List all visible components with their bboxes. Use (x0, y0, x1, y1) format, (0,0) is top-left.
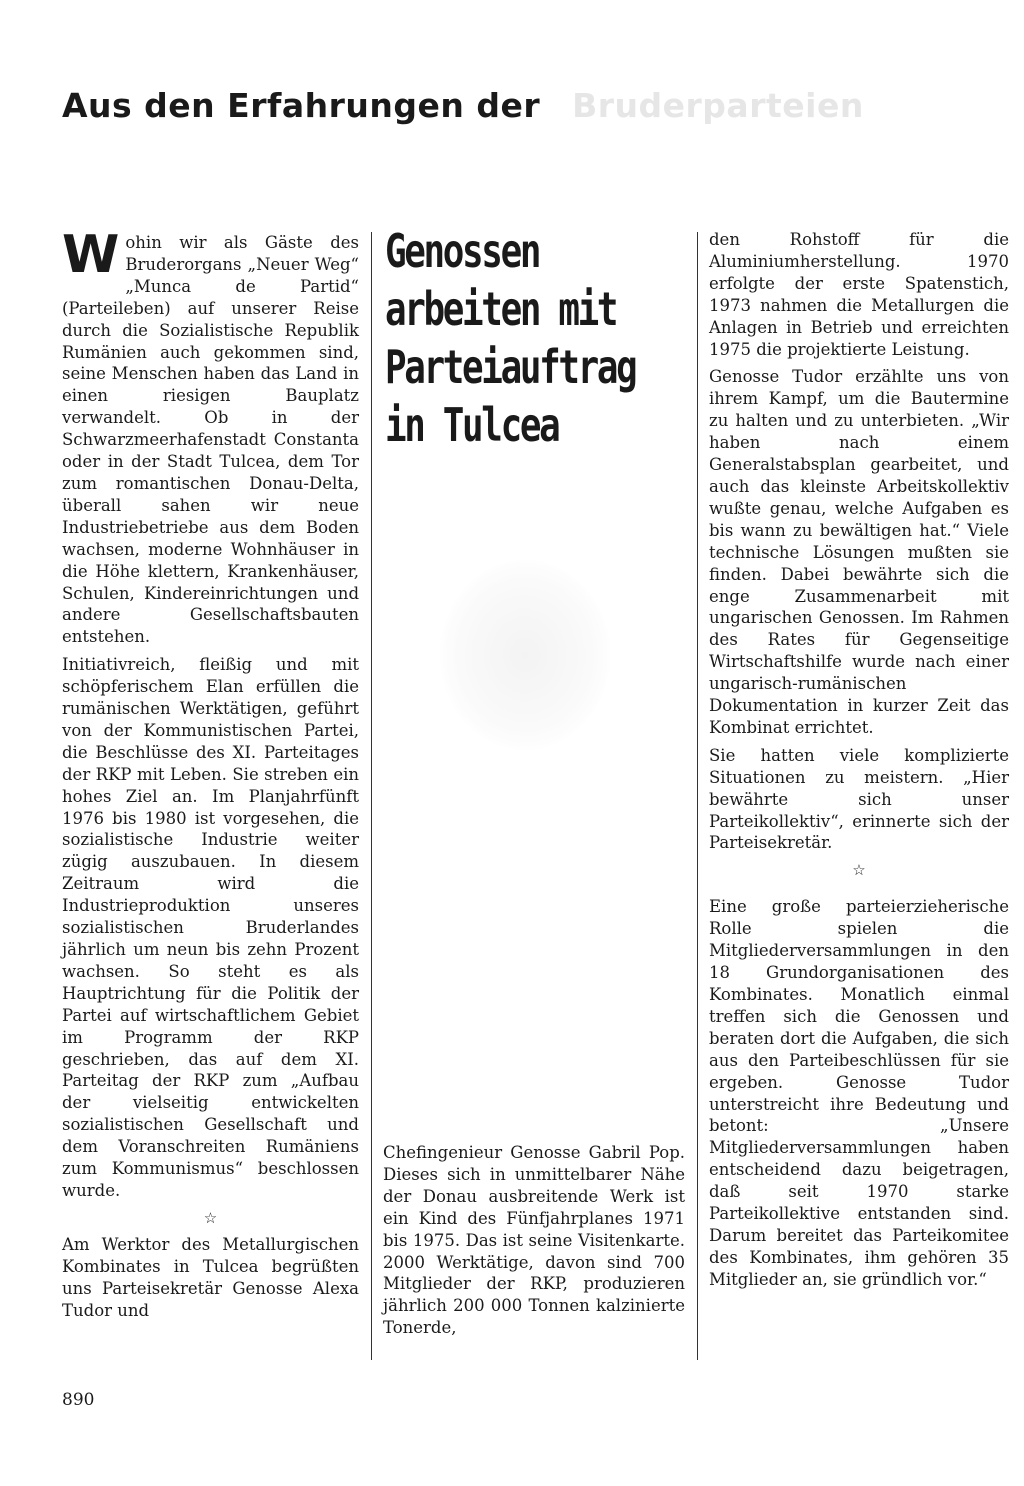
column1-paragraph-1 (62, 225, 359, 648)
star-separator-icon: ☆ (203, 1208, 218, 1227)
column3-paragraph-4: Eine große parteierzieherische Rolle spielen die Mitgliederversammlungen in den 18 Grundorganisationen des Kombinates. Monatlich einmal treffen sich die Genossen und beraten dort die Aufgaben, die sich aus den Parteibeschlüssen für sie ergeben. Genosse Tudor unterstreicht ihre Bedeutung und betont: „Unsere Mitgliederversammlungen haben entscheidend dazu beigetragen, daß seit 1970 starke Parteikollektive entstanden sind. Darum bereitet das Parteikomitee des Kombinates, ihm gehören 35 Mitglieder an, sie gründlich vor.“ (709, 897, 1009, 1289)
article-column-3 (709, 229, 1009, 1297)
article-column-1 (62, 225, 359, 1328)
section-header-text: Aus den Erfahrungen der (62, 86, 541, 125)
faded-photo-area (440, 560, 610, 750)
column-divider-right (697, 232, 698, 1360)
headline-line-3: Parteiauftrag (385, 340, 636, 394)
column1-paragraph-1-text: ohin wir als Gäste des Bruderorgans „Neuer Weg“ „Munca de Partid“ (Parteileben) auf unserer Reise durch die Sozialistische Republik Rumänien auch gekommen sind, seine Menschen haben das Land in einen riesigen Bauplatz verwandelt. Ob in der Schwarzmeerhafenstadt Constanta oder in der Stadt Tulcea, dem Tor zum romantischen Donau-Delta, überall sahen wir neue Industriebetriebe aus dem Boden wachsen, moderne Wohnhäuser in die Höhe klettern, Krankenhäuser, Schulen, Kindereinrichtungen und andere Gesellschaftsbauten entstehen. (62, 233, 359, 647)
article-headline (385, 222, 636, 454)
column3-paragraph-2: Genosse Tudor erzählte uns von ihrem Kampf, um die Bautermine zu halten und zu unterbieten. „Wir haben nach einem Generalstabsplan gearbeitet, und auch das kleinste Arbeitskollektiv wußte genau, welche Aufgaben es bis wann zu bewältigen hat.“ Viele technische Lösungen mußten sie finden. Dabei bewährte sich die enge Zusammenarbeit mit ungarischen Genossen. Im Rahmen des Rates für Gegenseitige Wirtschaftshilfe wurde nach einer ungarisch-rumänischen Dokumentation in kurzer Zeit das Kombinat errichtet. (709, 367, 1009, 737)
headline-line-2: arbeiten mit (385, 282, 617, 336)
headline-line-4: in Tulcea (385, 398, 559, 452)
column2-paragraph-1: Chefingenieur Genosse Gabril Pop. Dieses sich in unmittelbarer Nähe der Donau ausbreitende Werk ist ein Kind des Fünfjahrplanes 1971 bis 1975. Das ist seine Visitenkarte. 2000 Werktätige, davon sind 700 Mitglieder der RKP, produzieren jährlich 200 000 Tonnen kalzinierte Tonerde, (383, 1143, 685, 1338)
article-column-2 (383, 1142, 685, 1345)
section-header (62, 84, 864, 128)
section-header-faded-text: Bruderparteien (572, 86, 864, 125)
column1-paragraph-3: Am Werktor des Metallurgischen Kombinates in Tulcea begrüßten uns Parteisekretär Genosse Alexa Tudor und (62, 1234, 359, 1320)
column1-paragraph-2: Initiativreich, fleißig und mit schöpferischem Elan erfüllen die rumänischen Werktätigen, geführt von der Kommunistischen Partei, die Beschlüsse des XI. Parteitages der RKP mit Leben. Sie streben ein hohes Ziel an. Im Planjahrfünft 1976 bis 1980 ist vorgesehen, die sozialistische Industrie weiter zügig auszubauen. In diesem Zeitraum wird die Industrieproduktion unseres sozialistischen Bruderlandes jährlich um neun bis zehn Prozent wachsen. So steht es als Hauptrichtung für die Politik der Partei auf wirtschaftlichem Gebiet im Programm der RKP geschrieben, das auf dem XI. Parteitag der RKP zum „Aufbau der vielseitig entwickelten sozialistischen Gesellschaft und dem Voranschreiten Rumäniens zum Kommunismus“ beschlossen wurde. (62, 655, 359, 1200)
star-separator-icon: ☆ (852, 861, 866, 880)
column-divider-left (371, 232, 372, 1360)
column3-paragraph-1: den Rohstoff für die Aluminiumherstellung. 1970 erfolgte der erste Spatenstich, 1973 nahmen die Metallurgen die Anlagen in Betrieb und erreichten 1975 die projektierte Leistung. (709, 230, 1009, 359)
drop-cap: W (62, 225, 120, 285)
column3-paragraph-3: Sie hatten viele komplizierte Situationen zu meistern. „Hier bewährte sich unser Parteikollektiv“, erinnerte sich der Parteisekretär. (709, 745, 1009, 853)
page-number: 890 (62, 1390, 95, 1410)
headline-line-1: Genossen (385, 224, 540, 278)
